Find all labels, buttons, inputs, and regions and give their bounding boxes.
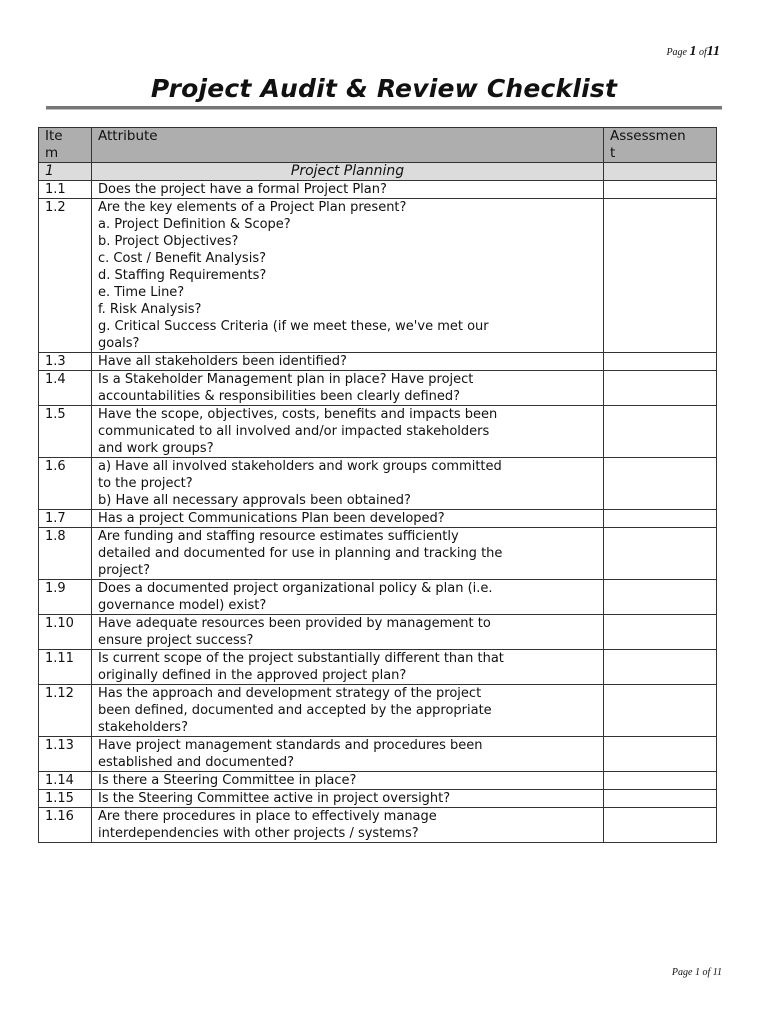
table-row (39, 181, 717, 199)
item-number: 1.9 (39, 580, 92, 615)
attribute-line: a) Have all involved stakeholders and work groups committed (98, 459, 502, 474)
attribute-line: b. Project Objectives? (98, 234, 239, 249)
attribute-cell (92, 790, 604, 808)
assessment-cell[interactable] (604, 181, 717, 199)
attribute-line: b) Have all necessary approvals been obtained? (98, 493, 411, 508)
attribute-line: ensure project success? (98, 633, 254, 648)
item-number: 1.16 (39, 808, 92, 843)
item-number: 1.13 (39, 737, 92, 772)
item-number: 1.15 (39, 790, 92, 808)
attribute-cell (92, 199, 604, 353)
table-row (39, 528, 717, 580)
attribute-line: f. Risk Analysis? (98, 302, 202, 317)
column-header-item (39, 128, 92, 163)
attribute-line: Have adequate resources been provided by management to (98, 616, 491, 631)
attribute-cell (92, 406, 604, 458)
attribute-line: Has the approach and development strategy of the project (98, 686, 482, 701)
attribute-line: e. Time Line? (98, 285, 185, 300)
assessment-cell[interactable] (604, 650, 717, 685)
attribute-line: to the project? (98, 476, 193, 491)
attribute-line: Are there procedures in place to effectively manage (98, 809, 437, 824)
item-number: 1.6 (39, 458, 92, 510)
attribute-cell (92, 181, 604, 199)
attribute-line: Are the key elements of a Project Plan present? (98, 200, 407, 215)
header-item-line1: Ite (45, 128, 63, 144)
table-row (39, 650, 717, 685)
attribute-line: c. Cost / Benefit Analysis? (98, 251, 266, 266)
attribute-cell (92, 685, 604, 737)
attribute-cell (92, 737, 604, 772)
attribute-line: Is a Stakeholder Management plan in place? Have project (98, 372, 474, 387)
section-title: Project Planning (92, 163, 604, 181)
assessment-cell[interactable] (604, 808, 717, 843)
attribute-cell (92, 510, 604, 528)
assessment-cell[interactable] (604, 406, 717, 458)
item-number: 1.8 (39, 528, 92, 580)
attribute-line: Has a project Communications Plan been developed? (98, 511, 445, 526)
table-row (39, 406, 717, 458)
attribute-line: stakeholders? (98, 720, 188, 735)
attribute-line: Have the scope, objectives, costs, benefits and impacts been (98, 407, 498, 422)
assessment-cell[interactable] (604, 772, 717, 790)
table-row (39, 615, 717, 650)
assessment-cell[interactable] (604, 685, 717, 737)
attribute-line: established and documented? (98, 755, 295, 770)
section-number: 1 (39, 163, 92, 181)
attribute-line: interdependencies with other projects / systems? (98, 826, 419, 841)
attribute-line: g. Critical Success Criteria (if we meet these, we've met our (98, 319, 489, 334)
item-number: 1.2 (39, 199, 92, 353)
attribute-cell (92, 353, 604, 371)
attribute-line: Have project management standards and procedures been (98, 738, 483, 753)
table-row (39, 199, 717, 353)
item-number: 1.4 (39, 371, 92, 406)
table-row (39, 737, 717, 772)
attribute-line: originally defined in the approved project plan? (98, 668, 407, 683)
assessment-cell[interactable] (604, 580, 717, 615)
item-number: 1.12 (39, 685, 92, 737)
table-row (39, 772, 717, 790)
attribute-cell (92, 615, 604, 650)
page-number-header (666, 44, 720, 60)
item-number: 1.14 (39, 772, 92, 790)
attribute-cell (92, 650, 604, 685)
attribute-line: Does the project have a formal Project Plan? (98, 182, 387, 197)
column-header-attribute: Attribute (92, 128, 604, 163)
assessment-cell[interactable] (604, 371, 717, 406)
attribute-cell (92, 528, 604, 580)
assessment-cell[interactable] (604, 199, 717, 353)
attribute-line: goals? (98, 336, 140, 351)
page-of-label: of (698, 47, 707, 58)
page-label: Page (666, 47, 687, 58)
attribute-line: accountabilities & responsibilities been clearly defined? (98, 389, 461, 404)
assessment-cell[interactable] (604, 458, 717, 510)
attribute-cell (92, 458, 604, 510)
attribute-line: Have all stakeholders been identified? (98, 354, 347, 369)
table-row (39, 458, 717, 510)
assessment-cell[interactable] (604, 737, 717, 772)
item-number: 1.11 (39, 650, 92, 685)
assessment-cell[interactable] (604, 790, 717, 808)
page-number-footer: Page 1 of 11 (671, 967, 722, 978)
attribute-line: been defined, documented and accepted by the appropriate (98, 703, 492, 718)
attribute-cell (92, 808, 604, 843)
section-row (39, 163, 717, 181)
attribute-line: project? (98, 563, 151, 578)
assessment-cell[interactable] (604, 528, 717, 580)
section-assessment-cell (604, 163, 717, 181)
page-current: 1 (689, 44, 697, 59)
attribute-line: and work groups? (98, 441, 214, 456)
assessment-cell[interactable] (604, 615, 717, 650)
attribute-line: Is there a Steering Committee in place? (98, 773, 357, 788)
item-number: 1.1 (39, 181, 92, 199)
table-row (39, 790, 717, 808)
document-title: Project Audit & Review Checklist (150, 74, 618, 103)
header-assessment-line2: t (610, 145, 616, 161)
attribute-line: detailed and documented for use in planning and tracking the (98, 546, 503, 561)
assessment-cell[interactable] (604, 510, 717, 528)
item-number: 1.5 (39, 406, 92, 458)
attribute-line: Is current scope of the project substantially different than that (98, 651, 504, 666)
header-assessment-line1: Assessmen (610, 128, 686, 144)
attribute-line: governance model) exist? (98, 598, 267, 613)
assessment-cell[interactable] (604, 353, 717, 371)
attribute-line: communicated to all involved and/or impacted stakeholders (98, 424, 490, 439)
attribute-line: Is the Steering Committee active in project oversight? (98, 791, 451, 806)
item-number: 1.7 (39, 510, 92, 528)
attribute-line: Does a documented project organizational policy & plan (i.e. (98, 581, 493, 596)
table-row (39, 580, 717, 615)
attribute-cell (92, 580, 604, 615)
table-row (39, 808, 717, 843)
table-row (39, 371, 717, 406)
table-row (39, 685, 717, 737)
table-row (39, 510, 717, 528)
column-header-assessment (604, 128, 717, 163)
checklist-table (38, 127, 717, 843)
attribute-cell (92, 772, 604, 790)
item-number: 1.10 (39, 615, 92, 650)
attribute-line: d. Staffing Requirements? (98, 268, 267, 283)
attribute-line: Are funding and staffing resource estimates sufficiently (98, 529, 459, 544)
attribute-cell (92, 371, 604, 406)
table-row (39, 353, 717, 371)
title-divider (46, 106, 722, 110)
attribute-line: a. Project Definition & Scope? (98, 217, 291, 232)
table-header-row (39, 128, 717, 163)
header-item-line2: m (45, 145, 59, 161)
page-total: 11 (706, 44, 720, 59)
item-number: 1.3 (39, 353, 92, 371)
